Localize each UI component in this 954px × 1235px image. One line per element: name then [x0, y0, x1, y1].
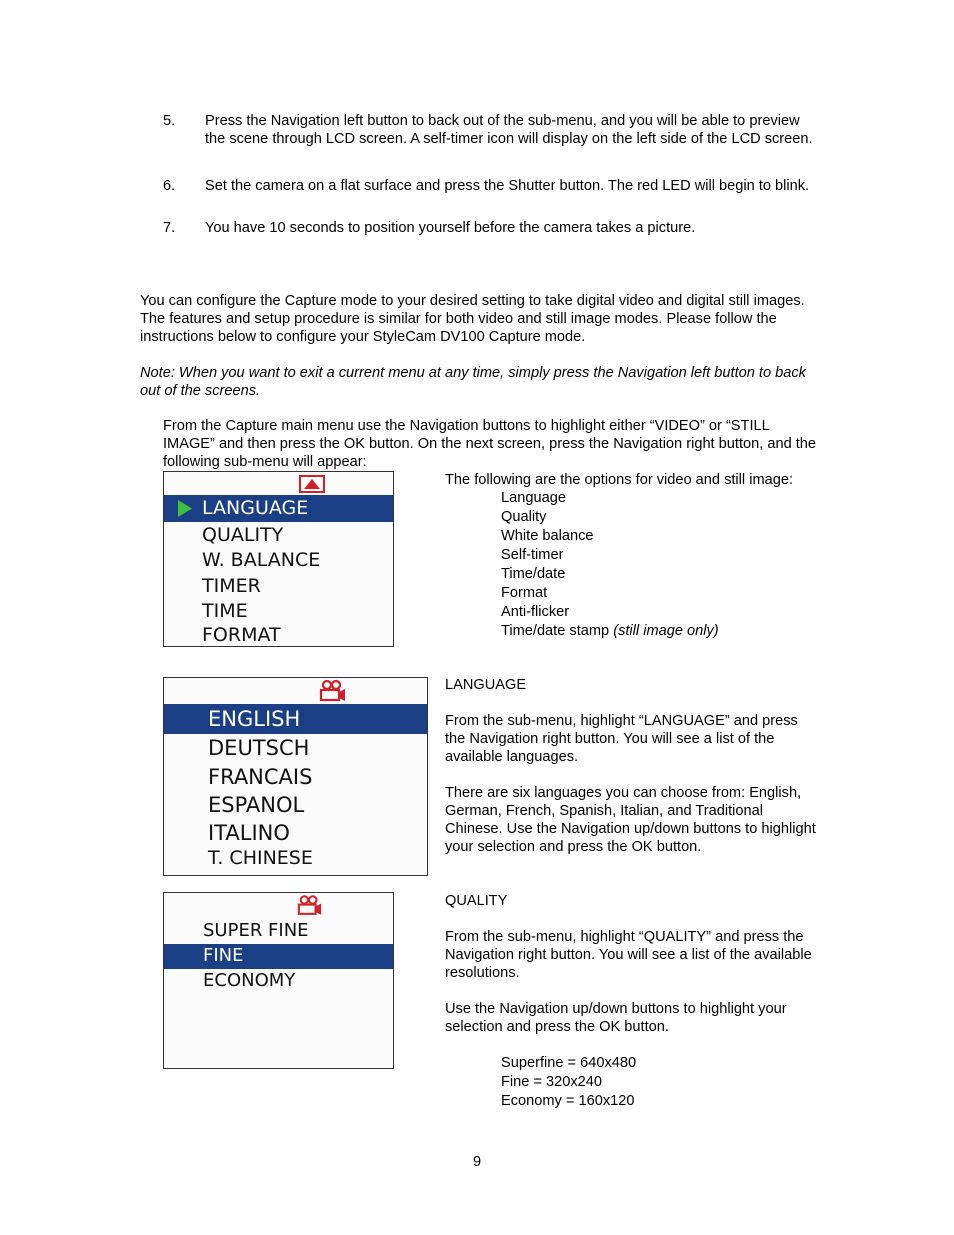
language-option-label: DEUTSCH [208, 736, 310, 760]
options-heading: The following are the options for video and still image: [445, 472, 794, 488]
language-option-label: ENGLISH [208, 707, 301, 731]
quality-section [445, 892, 817, 1111]
language-title: LANGUAGE [445, 677, 527, 693]
option-item-note: (still image only) [613, 623, 719, 639]
language-option-t-chinese[interactable] [164, 846, 427, 874]
quality-option-label: SUPER FINE [203, 920, 309, 941]
quality-option-super-fine[interactable] [164, 919, 393, 944]
quality-paragraph-1: From the sub-menu, highlight “QUALITY” and press the Navigation right button. You will see a list of the available resolutions. [445, 929, 812, 981]
resolution-item: Superfine = 640x480 [501, 1055, 637, 1071]
menu-item-label: TIME [202, 600, 248, 622]
option-item: Time/date [501, 566, 566, 582]
resolution-item: Economy = 160x120 [501, 1093, 635, 1109]
option-item: White balance [501, 528, 594, 544]
quality-paragraph-2: Use the Navigation up/down buttons to highlight your selection and press the OK button. [445, 1001, 787, 1035]
option-item-last [445, 622, 817, 641]
quality-option-fine[interactable] [164, 944, 393, 969]
instruction-paragraph: From the Capture main menu use the Navigation buttons to highlight either “VIDEO” or “STILL IMAGE” and then press the OK button. On the next screen, press the Navigation right button, and the following sub-menu will appear: [163, 418, 817, 470]
language-option-espanol[interactable] [164, 791, 427, 819]
language-option-english[interactable] [164, 704, 427, 734]
resolution-list [445, 1054, 817, 1111]
step-number: 7. [163, 220, 176, 236]
language-section [445, 676, 817, 856]
selection-arrow-icon [178, 500, 192, 517]
video-camera-icon [297, 895, 323, 916]
option-item: Language [501, 490, 566, 506]
language-option-francais[interactable] [164, 762, 427, 790]
menu-item-label: LANGUAGE [202, 497, 309, 519]
quality-title: QUALITY [445, 893, 508, 909]
resolution-item: Fine = 320x240 [501, 1074, 603, 1090]
menu-item-label: FORMAT [202, 624, 281, 646]
option-item: Format [501, 585, 548, 601]
language-option-label: FRANCAIS [208, 765, 313, 789]
language-option-label: T. CHINESE [208, 847, 313, 869]
menu-item-format[interactable] [164, 623, 393, 647]
language-paragraph-1: From the sub-menu, highlight “LANGUAGE” and press the Navigation right button. You will see a list of the available languages. [445, 713, 798, 765]
option-item-label: Time/date stamp [501, 623, 614, 639]
menu-item-timer[interactable] [164, 573, 393, 599]
menu-item-quality[interactable] [164, 522, 393, 548]
settings-submenu-screen [163, 471, 394, 647]
menu-item-label: QUALITY [202, 524, 284, 546]
language-option-label: ESPANOL [208, 793, 305, 817]
menu-item-language[interactable] [164, 495, 393, 522]
still-camera-icon [299, 475, 325, 493]
step-text: Set the camera on a flat surface and press the Shutter button. The red LED will begin to blink. [205, 178, 810, 194]
language-option-italino[interactable] [164, 819, 427, 847]
step-number: 6. [163, 178, 176, 194]
quality-option-label: FINE [203, 945, 244, 966]
menu-item-white-balance[interactable] [164, 547, 393, 573]
page-number: 9 [472, 1154, 482, 1170]
quality-option-label: ECONOMY [203, 970, 296, 991]
option-item: Self-timer [501, 547, 564, 563]
quality-option-economy[interactable] [164, 969, 393, 994]
language-option-label: ITALINO [208, 821, 290, 845]
intro-paragraph: You can configure the Capture mode to your desired setting to take digital video and digital still images. The features and setup procedure is similar for both video and still image modes. Please follow the instructions below to configure your StyleCam DV100 Capture mode. [140, 293, 805, 345]
note-paragraph: Note: When you want to exit a current menu at any time, simply press the Navigation left button to back out of the screens. [140, 365, 806, 399]
language-option-deutsch[interactable] [164, 734, 427, 762]
option-item: Anti-flicker [501, 604, 570, 620]
language-menu-screen [163, 677, 428, 876]
video-camera-icon [319, 680, 347, 702]
menu-item-time[interactable] [164, 598, 393, 624]
option-item: Quality [501, 509, 547, 525]
options-block [445, 471, 817, 641]
step-number: 5. [163, 113, 176, 129]
menu-item-label: W. BALANCE [202, 549, 321, 571]
step-text: Press the Navigation left button to back out of the sub-menu, and you will be able to preview the scene through LCD screen. A self-timer icon will display on the left side of the LCD screen. [205, 113, 813, 147]
language-paragraph-2: There are six languages you can choose from: English, German, French, Spanish, Italian, and Traditional Chinese. Use the Navigation up/down buttons to highlight your selection and press the OK button. [445, 785, 816, 855]
menu-item-label: TIMER [202, 575, 261, 597]
step-text: You have 10 seconds to position yourself before the camera takes a picture. [205, 220, 696, 236]
quality-menu-screen [163, 892, 394, 1069]
